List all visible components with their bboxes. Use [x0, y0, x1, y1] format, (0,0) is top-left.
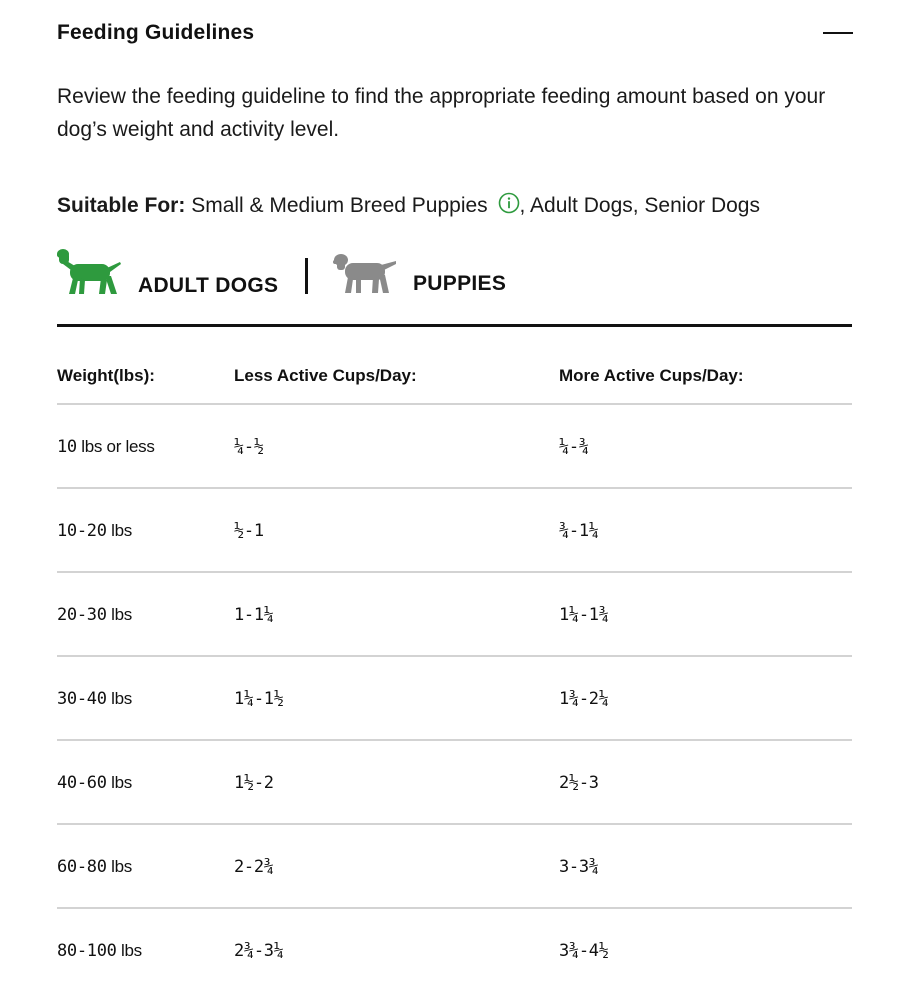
intro-text: Review the feeding guideline to find the appropriate feeding amount based on your dog’s weight and activity level. [57, 85, 826, 141]
more-active-cell: 3¾-4½ [559, 941, 609, 961]
less-active-cell: 2-2¾ [234, 857, 274, 877]
accordion-header[interactable] [57, 18, 853, 48]
less-active-cell: 1½-2 [234, 773, 274, 793]
suitable-for-label: Suitable For: [57, 194, 186, 217]
dog-icon [57, 248, 121, 296]
weight-cell: 30-40 lbs [57, 689, 132, 709]
collapse-button[interactable] [823, 18, 853, 48]
minus-icon [823, 32, 853, 34]
weight-cell: 10-20 lbs [57, 521, 132, 541]
less-active-cell: ½-1 [234, 521, 264, 541]
weight-cell: 60-80 lbs [57, 857, 132, 877]
table-row [57, 909, 852, 987]
puppy-icon [333, 253, 397, 297]
tabs-underline [57, 324, 852, 327]
more-active-cell: ¾-1¼ [559, 521, 599, 541]
table-row [57, 825, 852, 909]
column-header-weight: Weight(lbs): [57, 366, 155, 385]
section-title: Feeding Guidelines [57, 21, 255, 44]
weight-cell: 10 lbs or less [57, 437, 155, 457]
table-header-row [57, 350, 852, 405]
column-header-less-active: Less Active Cups/Day: [234, 366, 417, 385]
more-active-cell: 2½-3 [559, 773, 599, 793]
table-row [57, 573, 852, 657]
suitable-for-rest: , Adult Dogs, Senior Dogs [519, 194, 760, 217]
tab-adult-dogs[interactable] [57, 248, 287, 308]
table-row [57, 657, 852, 741]
less-active-cell: ¼-½ [234, 437, 264, 457]
less-active-cell: 1¼-1½ [234, 689, 284, 709]
tab-divider [305, 258, 308, 294]
tab-adult-dogs-label: ADULT DOGS [138, 274, 279, 297]
more-active-cell: 1¾-2¼ [559, 689, 609, 709]
feeding-table [57, 350, 852, 987]
more-active-cell: 3-3¾ [559, 857, 599, 877]
weight-cell: 20-30 lbs [57, 605, 132, 625]
tab-puppies[interactable] [333, 248, 533, 308]
dog-type-tabs [57, 248, 853, 308]
weight-cell: 80-100 lbs [57, 941, 142, 961]
column-header-more-active: More Active Cups/Day: [559, 366, 744, 385]
info-icon[interactable] [498, 192, 520, 214]
table-row [57, 489, 852, 573]
suitable-for-first-item: Small & Medium Breed Puppies [191, 194, 488, 217]
less-active-cell: 1-1¼ [234, 605, 274, 625]
table-row [57, 741, 852, 825]
less-active-cell: 2¾-3¼ [234, 941, 284, 961]
weight-cell: 40-60 lbs [57, 773, 132, 793]
table-row [57, 405, 852, 489]
tab-puppies-label: PUPPIES [413, 272, 507, 295]
more-active-cell: ¼-¾ [559, 437, 589, 457]
suitable-for-line [57, 191, 853, 221]
more-active-cell: 1¼-1¾ [559, 605, 609, 625]
